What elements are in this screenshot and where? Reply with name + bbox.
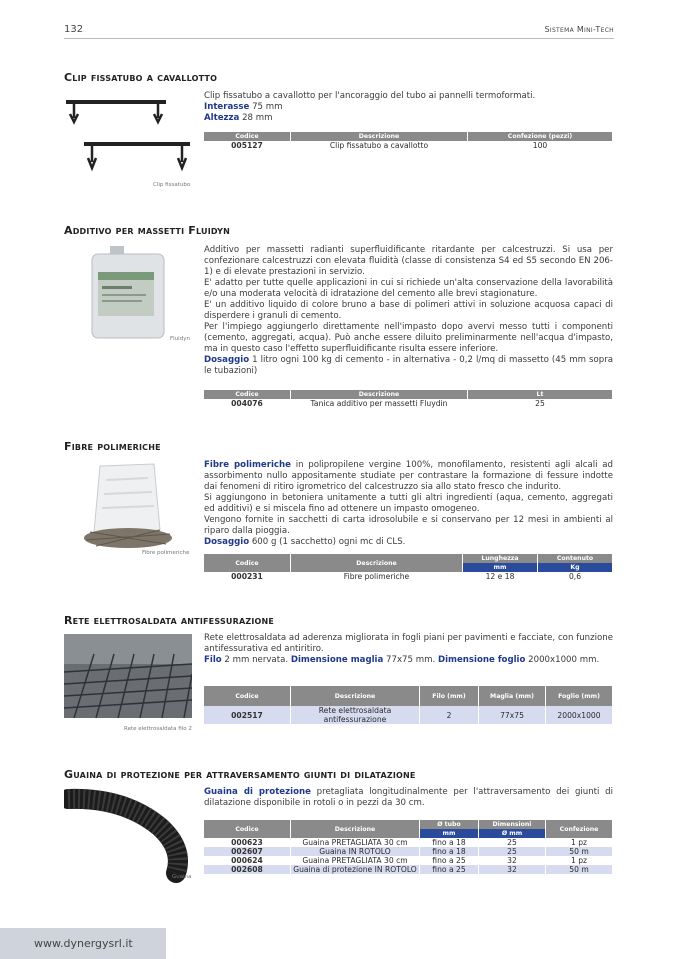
unit-kg: Kg — [538, 563, 613, 572]
foglio-value: 2000x1000 mm. — [528, 655, 600, 665]
cell-desc: Tanica additivo per massetti Fluydin — [291, 399, 468, 408]
col-confezione: Confezione — [546, 820, 613, 838]
col-lt: Lt — [468, 390, 613, 399]
fluidyn-paragraph: E' un additivo liquido di colore bruno a base di polimeri attivi in soluzione acquosa capaci di disperdere i granuli di cemento. — [204, 300, 613, 321]
clip-section-title: Clip fissatubo a cavallotto — [64, 71, 218, 84]
guaina-lead-label: Guaina di protezione — [204, 787, 311, 797]
fluidyn-paragraph: Per l'impiego aggiungerlo direttamente nell'impasto dopo avervi messo tutti i componenti (cemento, aggregati, acqua). Può anche essere diluito preliminarmente nell'acqua d'impasto, ma in questo caso l'effetto superfluidificante risulta essere inferiore. — [204, 322, 613, 354]
col-codice: Codice — [204, 554, 291, 572]
clip-text — [204, 91, 613, 124]
interasse-value: 75 mm — [252, 102, 283, 112]
cell-value: 50 m — [546, 865, 613, 874]
col-descrizione: Descrizione — [291, 686, 420, 706]
col-filo: Filo (mm) — [420, 686, 479, 706]
col-foglio: Foglio (mm) — [546, 686, 613, 706]
filo-value: 2 mm nervata. — [224, 655, 289, 665]
guaina-section-title: Guaina di protezione per attraversamento giunti di dilatazione — [64, 768, 416, 781]
cell-code: 000623 — [204, 838, 291, 847]
table-row — [204, 399, 613, 408]
clip-caption: Clip fissatubo — [153, 182, 191, 188]
guaina-text — [204, 787, 613, 809]
cell-desc: Guaina IN ROTOLO — [291, 847, 420, 856]
fluidyn-caption: Fluidyn — [170, 336, 190, 342]
fibre-text — [204, 460, 613, 548]
cell-code: 004076 — [204, 399, 291, 408]
guaina-table — [204, 820, 613, 874]
table-row — [204, 572, 613, 581]
cell-code: 000624 — [204, 856, 291, 865]
cell-desc: Clip fissatubo a cavallotto — [291, 141, 468, 150]
maglia-label: Dimensione maglia — [290, 655, 384, 665]
col-dimensioni: Dimensioni — [479, 820, 546, 829]
fibre-lead-text: in polipropilene vergine 100%, monofilamento, resistenti agli alcali ad assorbimento nullo appositamente studiate per contrastare la formazione di fessure indotte dai fenomeni di ritiro igrometrico del calcestruzzo sia allo stato fresco che indurito. — [204, 460, 614, 492]
foglio-label: Dimensione foglio — [437, 655, 526, 665]
rete-caption: Rete elettrosaldata filo 2 — [124, 726, 192, 732]
fibre-dosaggio-value: 600 g (1 sacchetto) ogni mc di CLS. — [251, 537, 406, 547]
rete-mesh-image — [64, 634, 192, 718]
rete-description: Rete elettrosaldata ad aderenza migliorata in fogli piani per pavimenti e facciate, con funzione antifessurativa ed antiritiro. — [204, 633, 613, 654]
cell-value: 2000x1000 — [546, 706, 613, 724]
fluidyn-paragraph: E' adatto per tutte quelle applicazioni in cui si richiede un'alta conservazione della lavorabilità e/o una moderata velocità di idratazione del cemento alle brevi stagionature. — [204, 278, 613, 299]
page-number: 132 — [64, 24, 84, 35]
col-descrizione: Descrizione — [291, 554, 463, 572]
cell-value: 12 e 18 — [463, 572, 538, 581]
cell-value: 25 — [468, 399, 613, 408]
col-descrizione: Descrizione — [291, 820, 420, 838]
cell-code: 002608 — [204, 865, 291, 874]
table-row — [204, 865, 613, 874]
clip-description: Clip fissatubo a cavallotto per l'ancoraggio del tubo ai pannelli termoformati. — [204, 91, 536, 101]
cell-value: 32 — [479, 856, 546, 865]
cell-value: 25 — [479, 838, 546, 847]
cell-value: 1 pz — [546, 838, 613, 847]
clip-image — [64, 96, 196, 180]
fluidyn-paragraph: Additivo per massetti radianti superfluidificante ritardante per calcestruzzi. Si usa per confezionare calcestruzzi con elevata fluidità (classe di consistenza S4 ed S5 secondo EN 206-1) e di elevate prestazioni in servizio. — [204, 245, 613, 277]
footer-bar — [0, 928, 166, 959]
cell-desc: Guaina PRETAGLIATA 30 cm — [291, 856, 420, 865]
fibre-table — [204, 554, 613, 581]
cell-desc: Fibre polimeriche — [291, 572, 463, 581]
guaina-tube-image — [64, 787, 194, 883]
fluidyn-table — [204, 390, 613, 408]
table-row — [204, 141, 613, 150]
cell-code: 002607 — [204, 847, 291, 856]
cell-value: fino a 18 — [420, 838, 479, 847]
header-title: Sistema Mini-Tech — [544, 25, 614, 34]
col-tubo: Ø tubo — [420, 820, 479, 829]
cell-value: 32 — [479, 865, 546, 874]
guaina-caption: Guaina — [172, 874, 192, 880]
fibre-caption: Fibre polimeriche — [142, 550, 190, 556]
interasse-label: Interasse — [204, 102, 250, 112]
col-contenuto: Contenuto — [538, 554, 613, 563]
cell-value: 25 — [479, 847, 546, 856]
fibre-paragraph: Vengono fornite in sacchetti di carta idrosolubile e si conservano per 12 mesi in ambienti al riparo dalla pioggia. — [204, 515, 613, 536]
clip-table — [204, 132, 613, 150]
rete-section-title: Rete elettrosaldata antifessurazione — [64, 614, 275, 627]
col-codice: Codice — [204, 390, 291, 399]
table-row — [204, 847, 613, 856]
fibre-section-title: Fibre polimeriche — [64, 440, 161, 453]
header-divider — [64, 38, 614, 39]
cell-code: 000231 — [204, 572, 291, 581]
col-confezione: Confezione (pezzi) — [468, 132, 613, 141]
fibre-dosaggio-label: Dosaggio — [204, 537, 250, 547]
rete-table — [204, 686, 613, 724]
col-codice: Codice — [204, 132, 291, 141]
col-descrizione: Descrizione — [291, 390, 468, 399]
table-row — [204, 706, 613, 724]
fluidyn-text — [204, 245, 613, 377]
col-maglia: Maglia (mm) — [479, 686, 546, 706]
cell-value: fino a 25 — [420, 865, 479, 874]
cell-code: 005127 — [204, 141, 291, 150]
maglia-value: 77x75 mm. — [386, 655, 436, 665]
col-descrizione: Descrizione — [291, 132, 468, 141]
cell-value: 77x75 — [479, 706, 546, 724]
col-codice: Codice — [204, 686, 291, 706]
fibre-bag-image — [82, 460, 174, 552]
footer-url-link[interactable]: www.dynergysrl.it — [34, 937, 133, 950]
cell-desc: Rete elettrosaldata antifessurazione — [291, 706, 420, 724]
unit-diam-mm: Ø mm — [479, 829, 546, 838]
cell-desc: Guaina di protezione IN ROTOLO — [291, 865, 420, 874]
fluidyn-tank-image — [90, 244, 166, 340]
cell-code: 002517 — [204, 706, 291, 724]
rete-text — [204, 633, 613, 666]
table-row — [204, 856, 613, 865]
unit-mm: mm — [420, 829, 479, 838]
fibre-lead-label: Fibre polimeriche — [204, 460, 291, 470]
cell-value: fino a 18 — [420, 847, 479, 856]
table-row — [204, 838, 613, 847]
altezza-label: Altezza — [204, 113, 240, 123]
col-codice: Codice — [204, 820, 291, 838]
filo-label: Filo — [204, 655, 222, 665]
cell-value: 2 — [420, 706, 479, 724]
cell-value: 50 m — [546, 847, 613, 856]
cell-value: fino a 25 — [420, 856, 479, 865]
altezza-value: 28 mm — [242, 113, 273, 123]
guaina-description: pretagliata longitudinalmente per l'attraversamento dei giunti di dilatazione disponibile in rotoli o in pezzi da 30 cm. — [204, 787, 613, 808]
fibre-paragraph: Si aggiungono in betoniera unitamente a tutti gli altri ingredienti (aqua, cemento, aggregati ed additivi) e si miscela fino ad ottenere un impasto omogeneo. — [204, 493, 613, 514]
fluidyn-dosaggio-value: 1 litro ogni 100 kg di cemento - in alternativa - 0,2 l/mq di massetto (45 mm sopra le tubazioni) — [204, 355, 613, 376]
fluidyn-dosaggio-label: Dosaggio — [204, 355, 250, 365]
cell-value: 1 pz — [546, 856, 613, 865]
cell-desc: Guaina PRETAGLIATA 30 cm — [291, 838, 420, 847]
fluidyn-section-title: Additivo per massetti Fluidyn — [64, 224, 231, 237]
cell-value: 100 — [468, 141, 613, 150]
cell-value: 0,6 — [538, 572, 613, 581]
unit-mm: mm — [463, 563, 538, 572]
col-lunghezza: Lunghezza — [463, 554, 538, 563]
